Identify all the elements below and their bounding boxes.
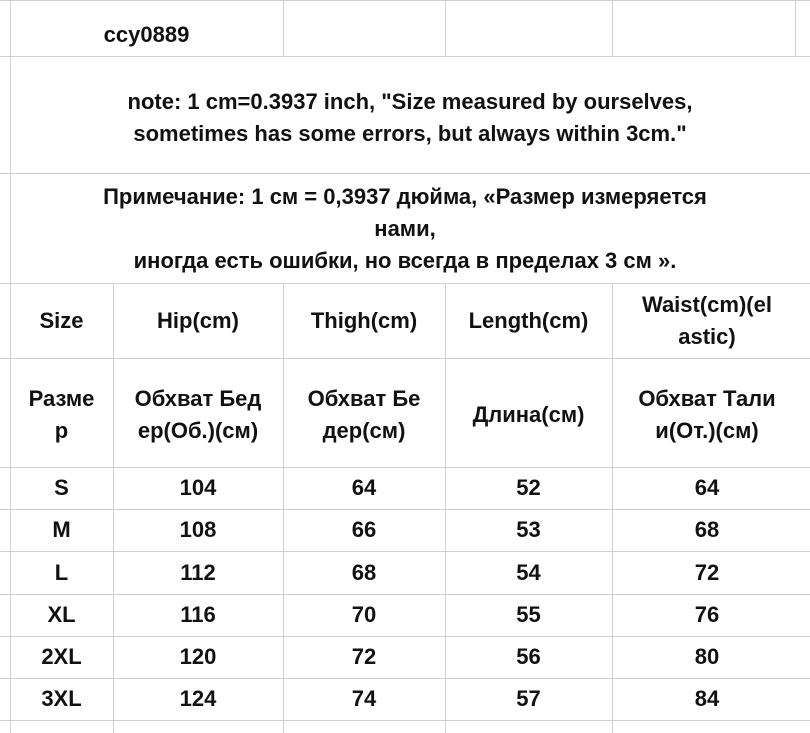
cell-hip: 104 (179, 475, 217, 501)
cell-thigh: 70 (351, 602, 377, 628)
cell-waist: 68 (694, 517, 720, 543)
header-waist-ru (612, 362, 802, 467)
header-size: Size (39, 307, 84, 333)
header-waist-line: Waist(cm)(el (642, 291, 772, 317)
cell-length: 55 (516, 602, 541, 628)
header-length: Length(cm) (468, 307, 589, 333)
header-waist-ru-line: Обхват Тали (638, 385, 776, 411)
note-english-line: sometimes has some errors, but always within 3cm." (133, 121, 687, 146)
cell-waist: 72 (694, 559, 720, 585)
note-english-line: note: 1 cm=0.3937 inch, "Size measured by ourselves, (127, 89, 693, 115)
grid-line (283, 0, 284, 56)
cell-size: L (54, 559, 69, 585)
grid-line (795, 0, 796, 56)
header-thigh-ru-line: дер(см) (322, 417, 406, 443)
grid-line (612, 0, 613, 56)
cell-size: 3XL (41, 686, 82, 712)
cell-size: M (52, 517, 71, 543)
grid-line (0, 720, 810, 721)
model-code: ccy0889 (103, 21, 190, 47)
cell-hip: 124 (179, 686, 217, 712)
cell-hip: 116 (180, 602, 216, 628)
note-russian-line: нами, (374, 216, 436, 242)
header-size-ru-line: Разме (28, 385, 95, 411)
header-thigh: Thigh(cm) (310, 307, 418, 333)
header-hip-ru (113, 362, 283, 467)
header-size-ru (10, 362, 113, 467)
cell-size: XL (47, 602, 76, 628)
cell-thigh: 74 (351, 686, 377, 712)
cell-length: 54 (516, 559, 541, 585)
cell-hip: 108 (179, 517, 217, 543)
header-hip: Hip(cm) (157, 307, 239, 333)
note-english (10, 84, 810, 152)
cell-length: 52 (516, 475, 541, 501)
cell-hip: 112 (180, 559, 216, 585)
cell-length: 53 (516, 517, 541, 543)
grid-line (0, 56, 810, 57)
cell-waist: 76 (694, 602, 720, 628)
cell-thigh: 72 (351, 644, 377, 670)
header-waist-line: astic) (678, 323, 736, 349)
cell-thigh: 68 (351, 559, 377, 585)
header-size-ru-line: р (54, 417, 69, 443)
grid-line (445, 0, 446, 56)
header-hip-ru-line: ер(Об.)(см) (137, 417, 259, 443)
cell-length: 57 (516, 686, 541, 712)
note-russian (10, 177, 800, 281)
cell-waist: 84 (694, 686, 720, 712)
note-russian-line: иногда есть ошибки, но всегда в пределах 3 см ». (133, 247, 677, 273)
cell-thigh: 66 (351, 517, 377, 543)
grid-line (0, 358, 810, 359)
header-waist (612, 283, 802, 358)
cell-waist: 80 (694, 644, 720, 670)
grid-line (0, 173, 810, 174)
header-thigh-ru-line: Обхват Бе (307, 385, 421, 411)
cell-waist: 64 (694, 475, 720, 501)
cell-hip: 120 (179, 644, 217, 670)
grid-line (0, 0, 810, 1)
cell-size: S (54, 475, 69, 501)
cell-thigh: 64 (351, 475, 377, 501)
header-thigh-ru (283, 362, 445, 467)
cell-size: 2XL (41, 644, 82, 670)
header-length-ru: Длина(см) (472, 401, 585, 427)
cell-length: 56 (516, 644, 541, 670)
note-russian-line: Примечание: 1 см = 0,3937 дюйма, «Размер измеряется (103, 184, 707, 210)
header-hip-ru-line: Обхват Бед (134, 385, 262, 411)
header-waist-ru-line: и(От.)(см) (655, 417, 759, 443)
